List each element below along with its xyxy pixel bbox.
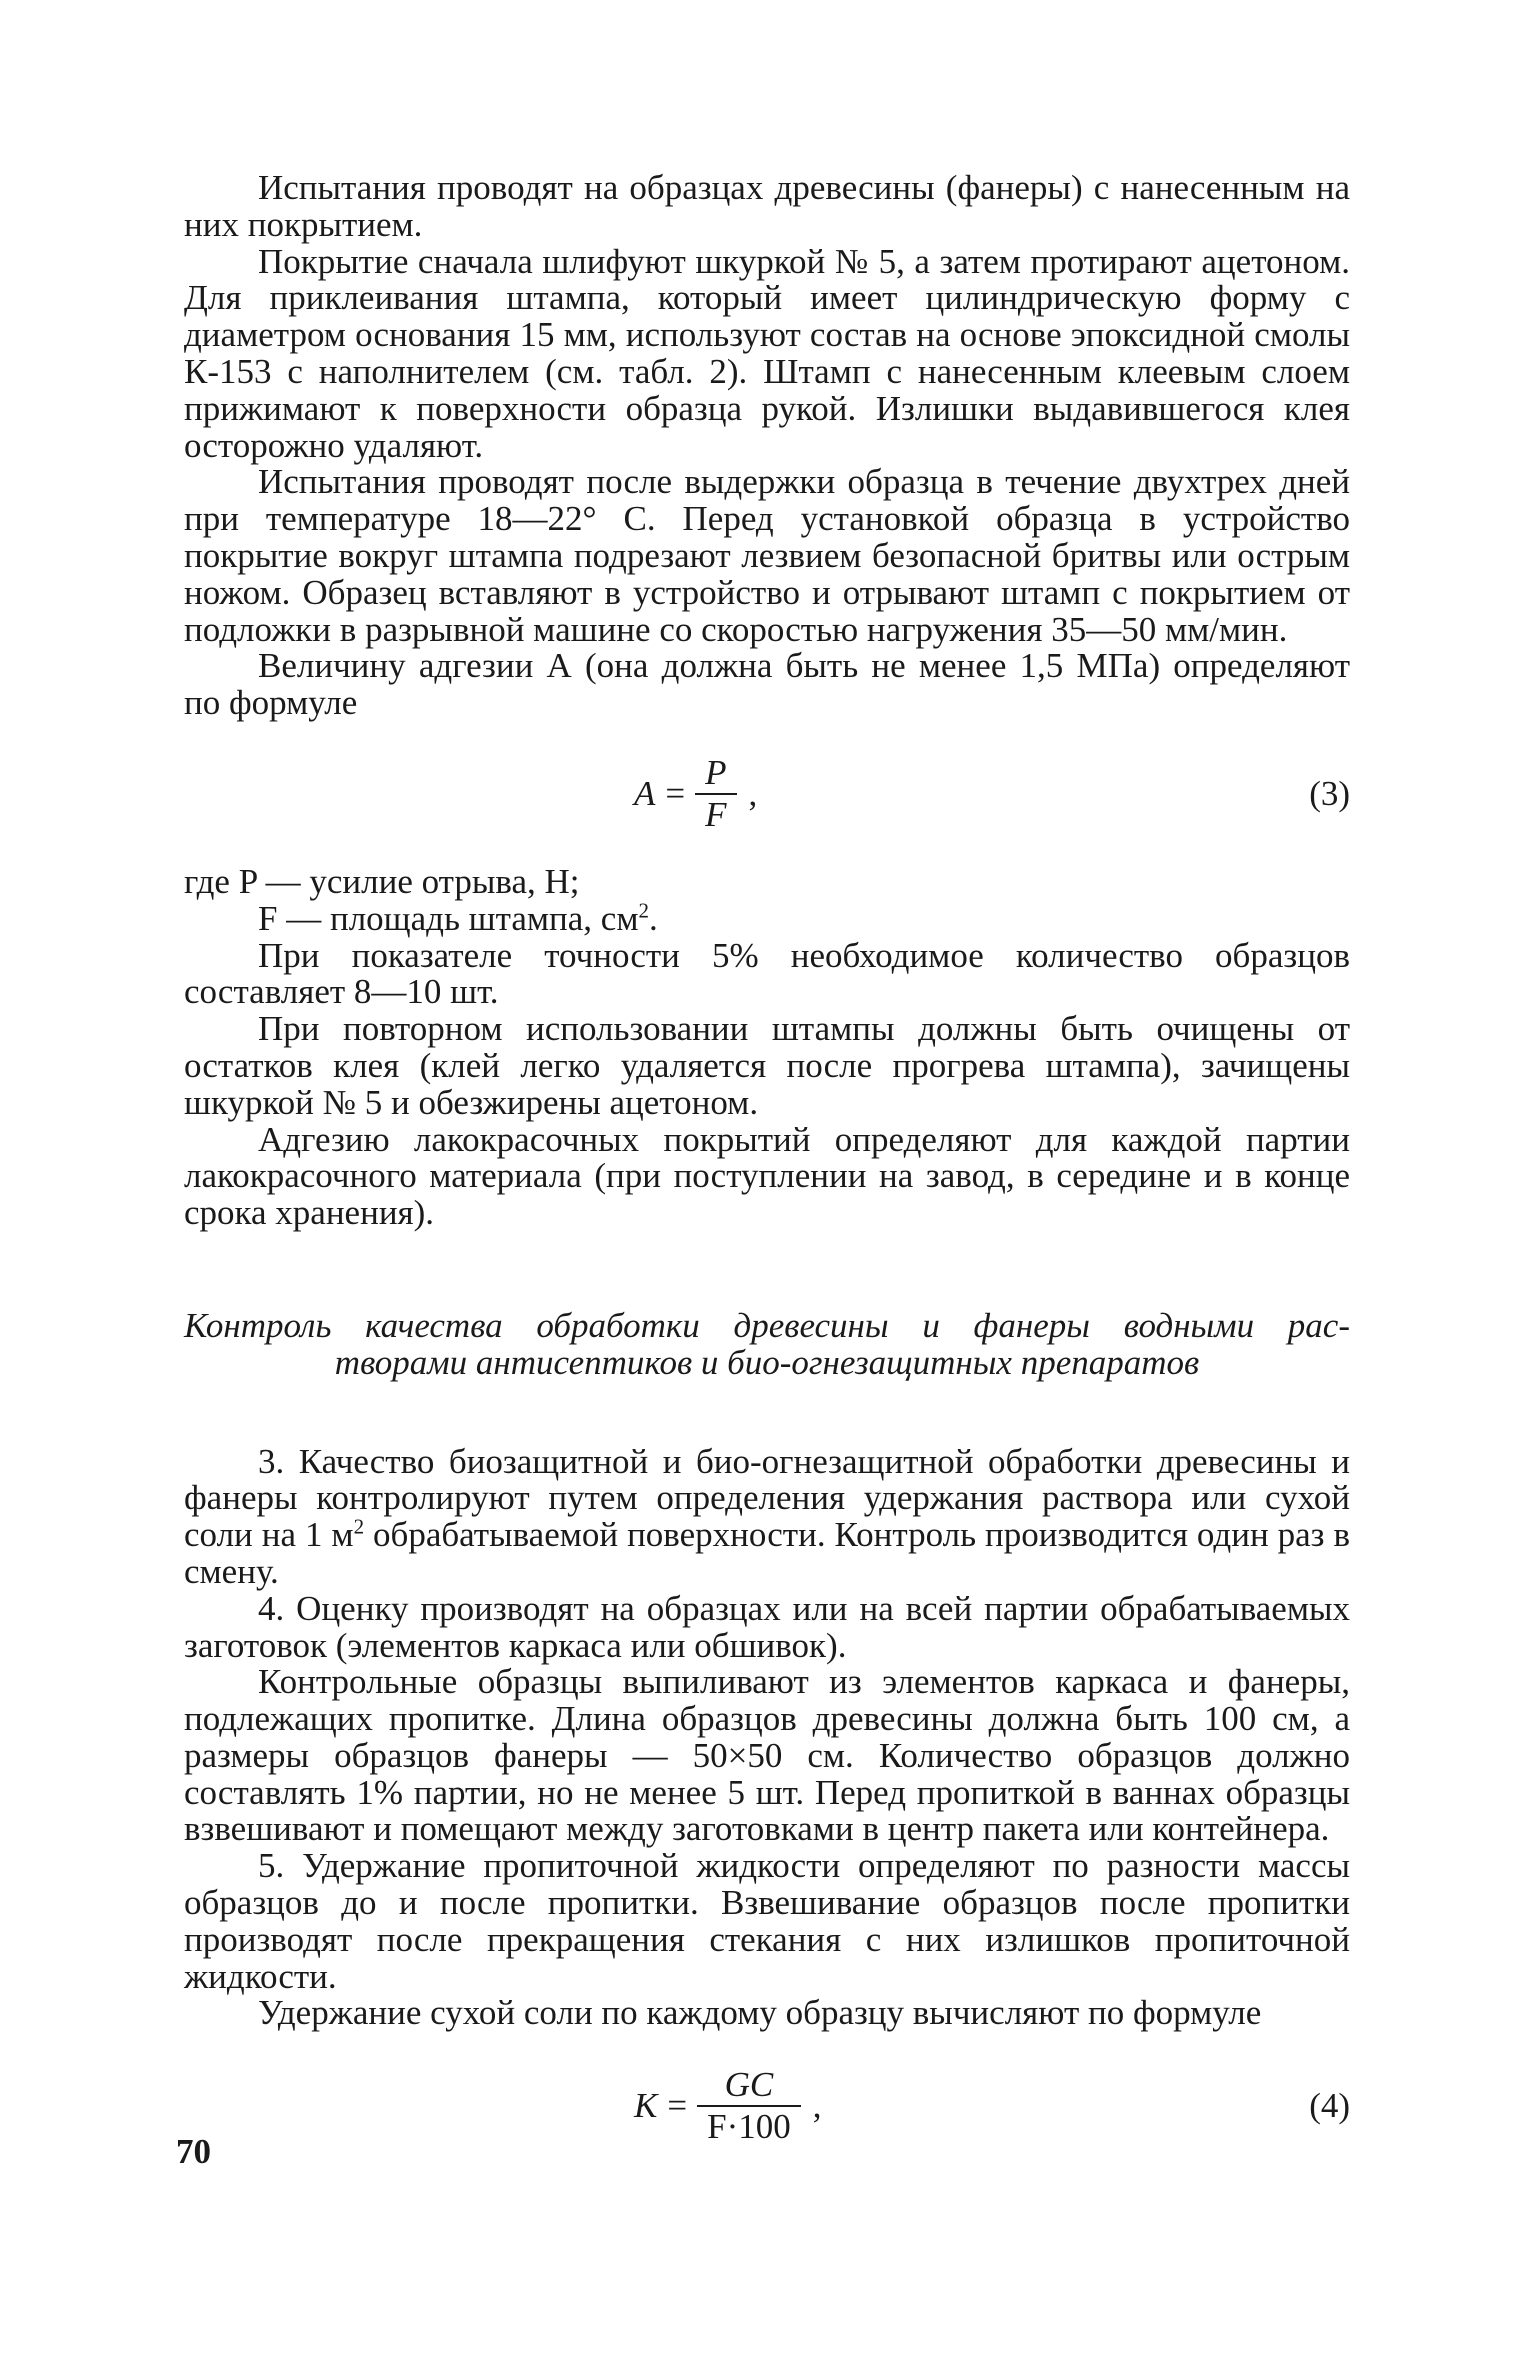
paragraph-text: обрабатываемой поверхности. Контроль производится один раз в смену. (184, 1515, 1350, 1591)
superscript: 2 (353, 1514, 365, 1539)
formula-numerator: P (705, 752, 727, 792)
paragraph: Величину адгезии А (она должна быть не менее 1,5 МПа) определяют по формуле (184, 646, 1350, 723)
formula-denominator: F (705, 794, 727, 834)
formula-expression (634, 734, 757, 854)
formula-fraction (695, 753, 736, 835)
paragraph: Контрольные образцы выпиливают из элементов каркаса и фанеры, подлежащих пропитке. Длина образцов древесины должна быть 100 см, а размеры образцов фанеры — 50×50 см. Количество образцов должно составлять 1% партии, но не менее 5 шт. Перед пропиткой в ваннах образцы взвешивают и помещают между заготовками в центр пакета или контейнера. (184, 1662, 1350, 1849)
paragraph: При повторном использовании штампы должны быть очищены от остатков клея (клей легко удаляется после прогрева штампа), зачищены шкуркой № 5 и обезжирены ацетоном. (184, 1009, 1350, 1122)
heading-line: Контроль качества обработки древесины и фанеры водными рас- (184, 1305, 1350, 1345)
paragraph: При показателе точности 5% необходимое количество образцов составляет 8—10 шт. (184, 935, 1350, 1012)
formula-legend (184, 861, 1350, 938)
formula-3 (184, 734, 1350, 854)
paragraph: 4. Оценку производят на образцах или на всей партии обрабатываемых заготовок (элементов каркаса или обшивок). (184, 1588, 1350, 1665)
paragraph: Испытания проводят на образцах древесины (фанеры) с нанесенным на них покрытием. (184, 168, 1350, 244)
formula-comma: , (812, 2086, 822, 2126)
paragraph: 5. Удержание пропиточной жидкости определяют по разности массы образцов до и после пропитки. Взвешивание образцов после пропитки производят после прекращения стекания с них излишков пропиточной жидкости. (184, 1846, 1350, 1996)
formula-fraction (697, 2065, 801, 2147)
formula-comma: , (748, 773, 758, 813)
paragraph: Покрытие сначала шлифуют шкуркой № 5, а затем протирают ацетоном. Для приклеивания штампа, который имеет цилиндрическую форму с диаметром основания 15 мм, используют состав на основе эпоксидной смолы К-153 с наполнителем (см. табл. 2). Штамп с нанесенным клеевым слоем прижимают к поверхности образца рукой. Излишки выдавившегося клея осторожно удаляют. (184, 241, 1350, 465)
formula-equals: = (665, 773, 686, 813)
formula-lhs: A (634, 773, 656, 813)
formula-equals: = (667, 2086, 688, 2126)
legend-line (184, 898, 1350, 938)
legend-line: где P — усилие отрыва, Н; (184, 861, 580, 901)
formula-number: (4) (1309, 2086, 1350, 2126)
paragraph: Адгезию лакокрасочных покрытий определяют для каждой партии лакокрасочного материала (при поступлении на завод, в середине и в конце срока хранения). (184, 1119, 1350, 1233)
section-heading (184, 1305, 1350, 1382)
formula-numerator: GC (724, 2065, 774, 2105)
page-number: 70 (176, 2132, 211, 2171)
heading-line: творами антисептиков и био-огнезащитных препаратов (334, 1342, 1200, 1382)
formula-lhs: K (634, 2086, 658, 2126)
paragraph-text: 3. Качество биозащитной и био-огнезащитной обработки древесины и фанеры контролируют путем определения удержания раствора или сухой соли на 1 м (184, 1441, 1350, 1555)
legend-text: F — площадь штампа, см (258, 898, 639, 938)
legend-text: . (648, 898, 658, 938)
formula-4 (184, 2046, 1350, 2166)
formula-denominator: F·100 (707, 2107, 791, 2147)
paragraph: Удержание сухой соли по каждому образцу вычисляют по формуле (258, 1993, 1262, 2033)
paragraph: Испытания проводят после выдержки образца в течение двухтрех дней при температуре 18—22° С. Перед установкой образца в устройство покрытие вокруг штампа подрезают лезвием безопасной бритвы или острым ножом. Образец вставляют в устройство и отрывают штамп с покрытием от подложки в разрывной машине со скоростью нагружения 35—50 мм/мин. (184, 462, 1350, 649)
formula-number: (3) (1309, 773, 1350, 813)
superscript: 2 (638, 898, 649, 923)
formula-expression (634, 2046, 821, 2166)
paragraph (184, 1441, 1350, 1591)
